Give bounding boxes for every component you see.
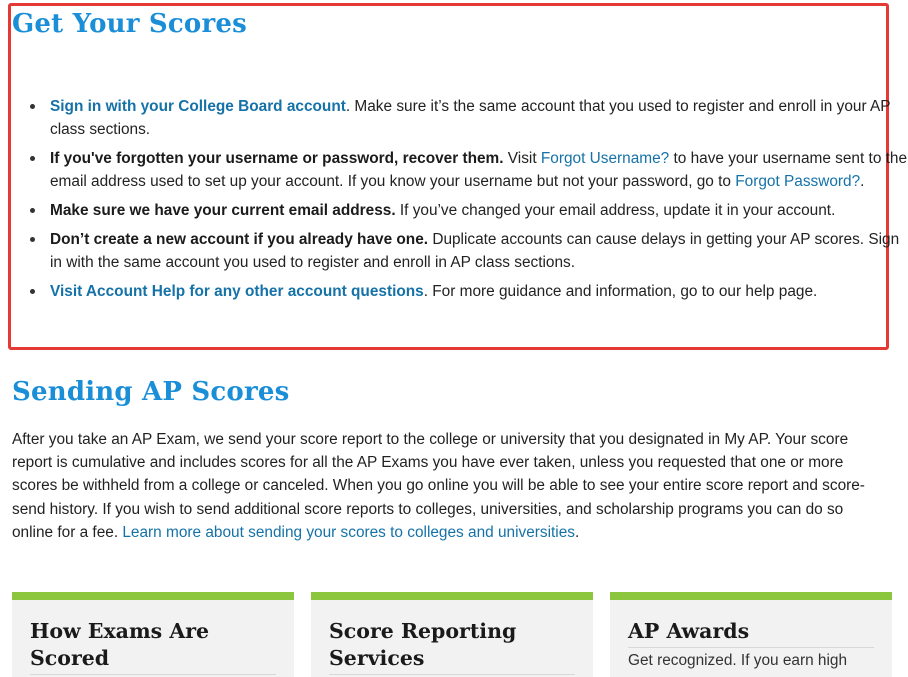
score-steps-list bbox=[20, 95, 908, 309]
list-item bbox=[50, 147, 908, 193]
sending-body: After you take an AP Exam, we send your score report to the college or university that you designated in My AP. Your score report is cumulative and includes scores for all the AP Exams you have ever taken, unless you requested that one or more scores be withheld from a college or canceled. When you go online you will be able to see your entire score report and score-send history. If you wish to send additional score reports to colleges, universities, and scholarship programs you can do so online for a fee. bbox=[12, 431, 865, 541]
card-title: Score Reporting Services bbox=[329, 618, 575, 675]
card-ap-awards[interactable] bbox=[610, 592, 892, 677]
list-item-text: If you’ve changed your email address, update it in your account. bbox=[395, 202, 836, 219]
page-title: Get Your Scores bbox=[12, 9, 247, 39]
section-title-sending: Sending AP Scores bbox=[12, 377, 290, 407]
account-help-link[interactable]: Visit Account Help for any other account questions bbox=[50, 283, 424, 300]
forgot-password-link[interactable]: Forgot Password? bbox=[735, 173, 861, 190]
list-item-text: . For more guidance and information, go to our help page. bbox=[423, 283, 818, 300]
list-item-lead: Make sure we have your current email address. bbox=[50, 202, 396, 219]
list-item-text: . Make sure it’s the same account that you used to register and enroll in your AP class sections. bbox=[50, 98, 891, 138]
sign-in-link[interactable]: Sign in with your College Board account bbox=[50, 98, 346, 115]
list-item bbox=[50, 95, 908, 141]
list-item-text: . bbox=[860, 173, 865, 190]
list-item-lead: Don’t create a new account if you already have one. bbox=[50, 231, 429, 248]
list-item-text: Visit bbox=[503, 150, 541, 167]
list-item-text: Duplicate accounts can cause delays in getting your AP scores. Sign in with the same account you used to register and enroll in AP class sections. bbox=[50, 231, 900, 271]
sending-intro-text bbox=[12, 428, 882, 544]
card-title: AP Awards bbox=[628, 618, 874, 648]
learn-more-link[interactable]: Learn more about sending your scores to colleges and universities bbox=[122, 523, 575, 541]
card-text: Get recognized. If you earn high bbox=[628, 652, 848, 669]
sending-body-suffix: . bbox=[574, 523, 580, 541]
card-score-reporting[interactable] bbox=[311, 592, 593, 677]
list-item-text: to have your username sent to the email address used to set up your account. If you know your username but not your password, go to bbox=[50, 150, 908, 190]
card-how-exams-scored[interactable] bbox=[12, 592, 294, 677]
list-item bbox=[50, 280, 908, 303]
list-item bbox=[50, 199, 908, 222]
list-item bbox=[50, 228, 908, 274]
card-title: How Exams Are Scored bbox=[30, 618, 276, 675]
list-item-lead: If you've forgotten your username or password, recover them. bbox=[50, 150, 504, 167]
forgot-username-link[interactable]: Forgot Username? bbox=[540, 150, 670, 167]
